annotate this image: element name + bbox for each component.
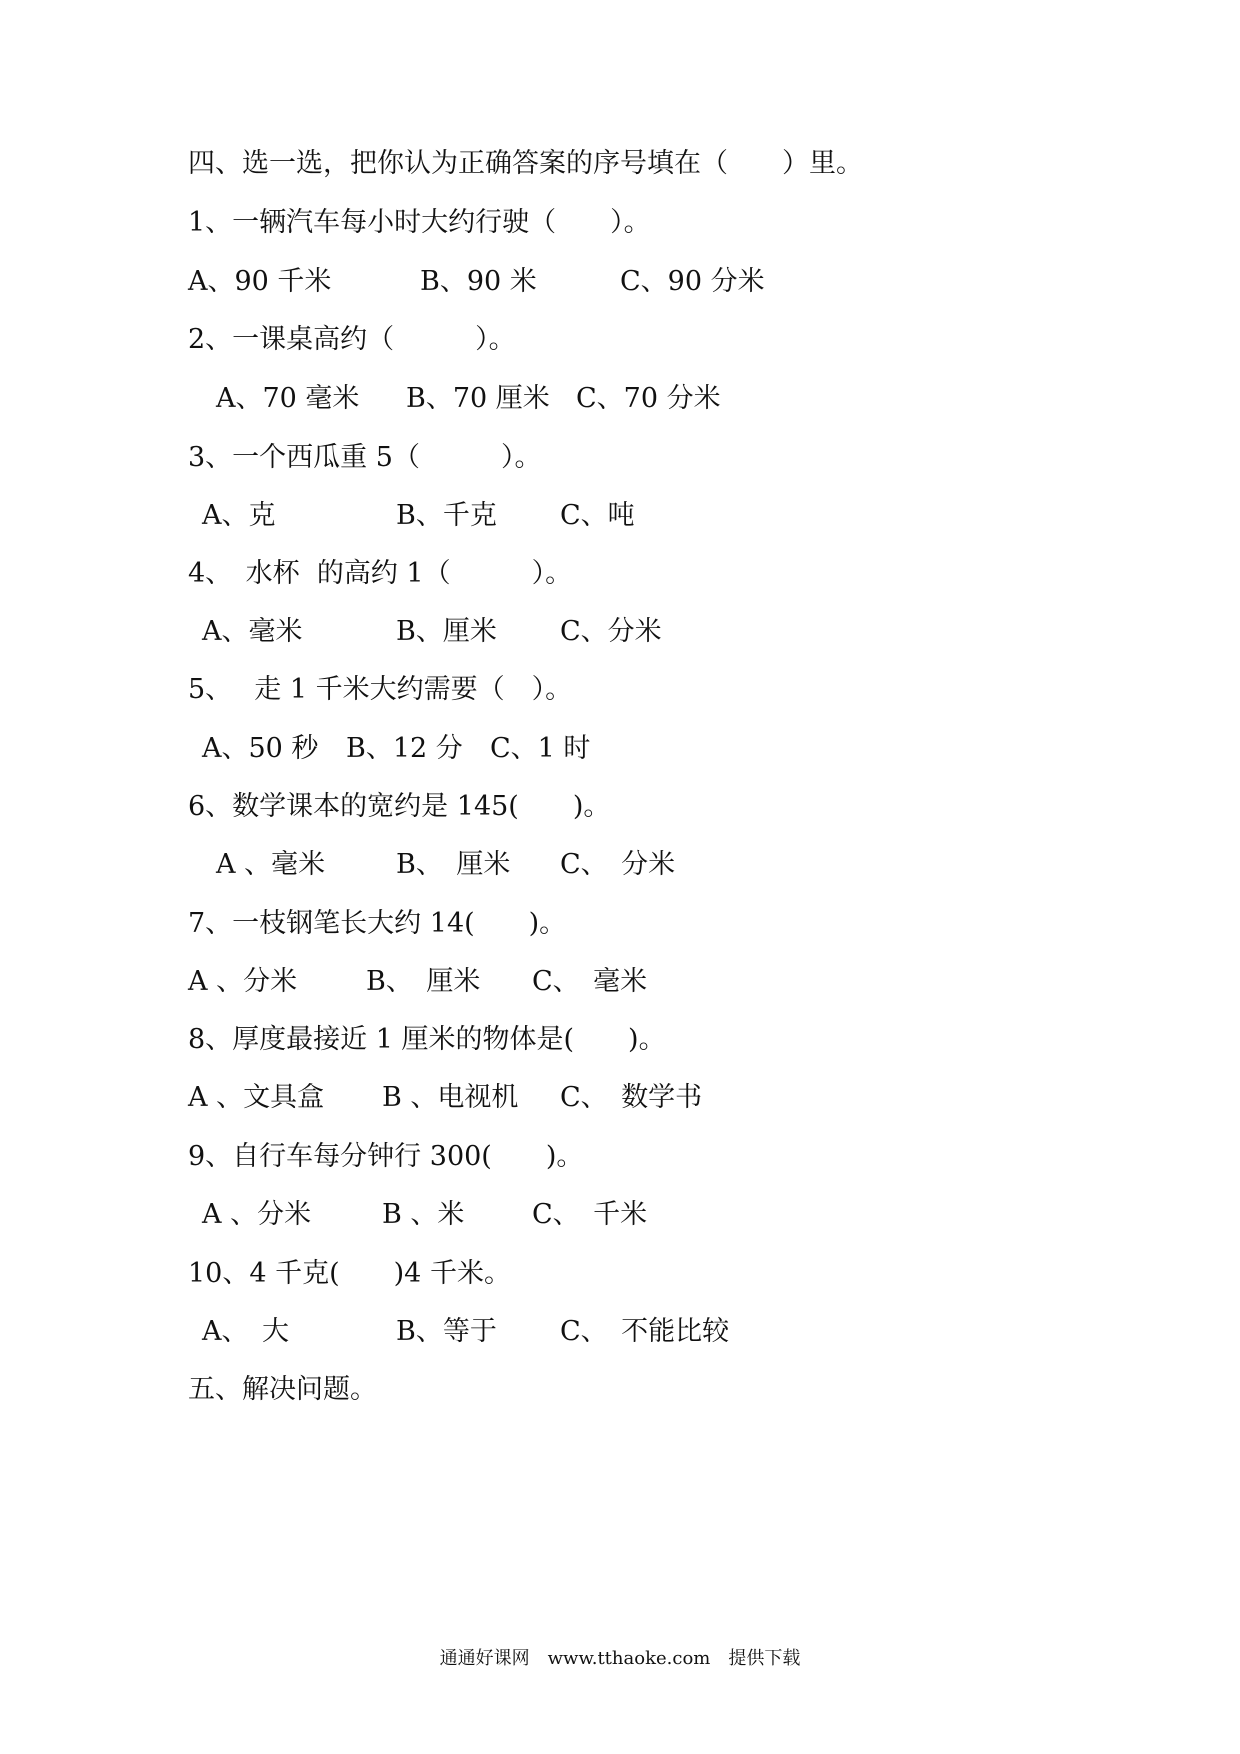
q5-option-b: B、12 分 bbox=[346, 733, 463, 764]
q10-option-a: A、 大 bbox=[202, 1316, 289, 1347]
q1-option-a: A、90 千米 bbox=[188, 266, 332, 297]
q9-option-c: C、 千米 bbox=[532, 1199, 648, 1230]
q1-option-b: B、90 米 bbox=[420, 266, 537, 297]
section-5-title: 五、解决问题。 bbox=[188, 1374, 377, 1405]
q7-option-c: C、 毫米 bbox=[532, 966, 648, 997]
question-7: 7、一枝钢笔长大约 14( )。 bbox=[188, 908, 567, 939]
q7-option-b: B、 厘米 bbox=[366, 966, 481, 997]
q8-option-a: A 、文具盒 bbox=[188, 1082, 325, 1113]
q3-option-a: A、克 bbox=[202, 500, 276, 531]
q9-option-b: B 、米 bbox=[382, 1199, 465, 1230]
question-3: 3、一个西瓜重 5（ ）。 bbox=[188, 442, 542, 473]
question-2: 2、一课桌高约（ ）。 bbox=[188, 324, 516, 355]
question-8: 8、厚度最接近 1 厘米的物体是( )。 bbox=[188, 1024, 666, 1055]
q9-option-a: A 、分米 bbox=[202, 1199, 312, 1230]
q6-option-b: B、 厘米 bbox=[396, 849, 511, 880]
q10-option-b: B、等于 bbox=[396, 1316, 497, 1347]
q2-option-a: A、70 毫米 bbox=[216, 383, 360, 414]
section-4-title: 四、选一选，把你认为正确答案的序号填在（ ）里。 bbox=[188, 148, 863, 179]
q7-option-a: A 、分米 bbox=[188, 966, 298, 997]
q3-option-b: B、千克 bbox=[396, 500, 497, 531]
footer-source: 通通好课网 www.tthaoke.com 提供下载 bbox=[439, 1648, 801, 1669]
q6-option-c: C、 分米 bbox=[560, 849, 676, 880]
q4-option-c: C、分米 bbox=[560, 616, 662, 647]
q6-option-a: A 、毫米 bbox=[216, 849, 326, 880]
q10-option-c: C、 不能比较 bbox=[560, 1316, 730, 1347]
q4-option-a: A、毫米 bbox=[202, 616, 303, 647]
question-9: 9、自行车每分钟行 300( )。 bbox=[188, 1141, 584, 1172]
q5-option-a: A、50 秒 bbox=[202, 733, 319, 764]
q3-option-c: C、吨 bbox=[560, 500, 635, 531]
q8-option-c: C、 数学书 bbox=[560, 1082, 703, 1113]
q2-option-c: C、70 分米 bbox=[576, 383, 721, 414]
q1-option-c: C、90 分米 bbox=[620, 266, 765, 297]
q8-option-b: B 、电视机 bbox=[382, 1082, 519, 1113]
q4-option-b: B、厘米 bbox=[396, 616, 497, 647]
q2-option-b: B、70 厘米 bbox=[406, 383, 550, 414]
q5-option-c: C、1 时 bbox=[490, 733, 591, 764]
question-4: 4、 水杯 的高约 1（ ）。 bbox=[188, 558, 573, 589]
question-6: 6、数学课本的宽约是 145( )。 bbox=[188, 791, 611, 822]
question-10: 10、4 千克( )4 千米。 bbox=[188, 1258, 511, 1289]
question-1: 1、一辆汽车每小时大约行驶（ ）。 bbox=[188, 207, 651, 238]
question-5: 5、 走 1 千米大约需要（ ）。 bbox=[188, 674, 573, 705]
